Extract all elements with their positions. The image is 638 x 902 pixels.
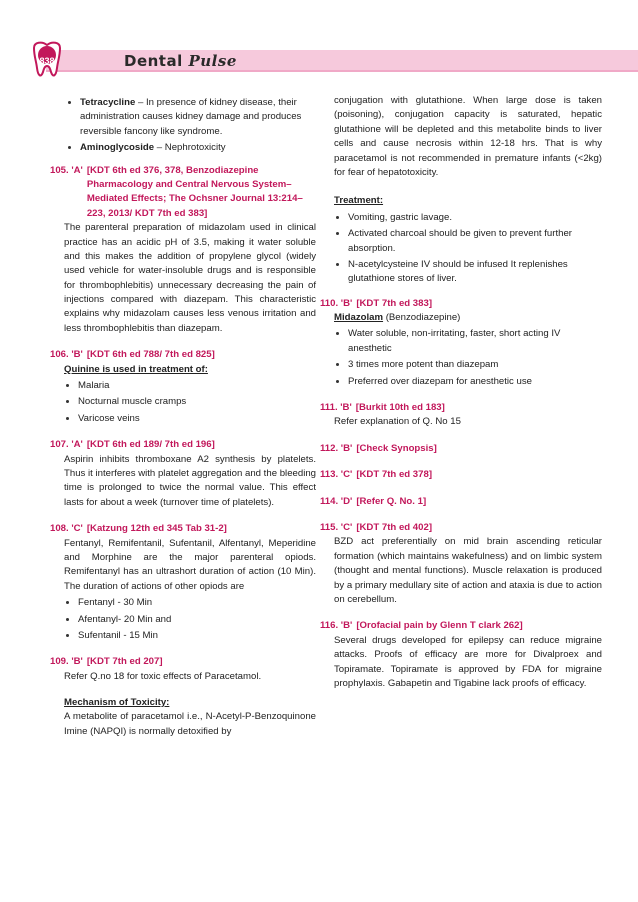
- midazolam-features-list: [320, 327, 602, 389]
- list-item: • Vomiting, gastric lavage.: [348, 211, 602, 225]
- question-number: 116. 'B': [320, 620, 353, 632]
- brand-word-pulse: Pulse: [188, 52, 237, 70]
- question-number: 115. 'C': [320, 521, 353, 533]
- question-109: [50, 655, 316, 739]
- answer-text: Refer Q.no 18 for toxic effects of Paracetamol.: [64, 670, 262, 682]
- right-column: [320, 94, 602, 703]
- list-item: • N-acetylcysteine IV should be infused It replenishes glutathione stores of liver.: [348, 258, 602, 287]
- question-112: [320, 442, 602, 456]
- question-number: 106. 'B': [50, 349, 83, 361]
- answer-text: Aspirin inhibits thromboxane A2 synthesis by platelets. Thus it interferes with platelet aggregation and the bleeding time is prolonged to twice the normal value. This effect lasts for about a week (turnover time of platelets).: [64, 453, 316, 508]
- list-item: • Sufentanil - 15 Min: [78, 629, 316, 643]
- reference: [KDT 6th ed 189/ 7th ed 196]: [86, 439, 215, 451]
- brand-title: [124, 50, 237, 73]
- continued-text: conjugation with glutathione. When large dose is taken (poisoning), conjugation capacity is saturated, hepatic glutathione will be depleted and this metabolite binds to liver cells and cause necrosis within 12-18 hrs. That is why paracetamol is not recommended in premature infants (<2kg) for fear of hepatotoxicity.: [334, 95, 602, 178]
- reference: [Burkit 10th ed 183]: [355, 402, 445, 414]
- question-106: [50, 348, 316, 426]
- list-item: • Afentanyl- 20 Min and: [78, 613, 316, 627]
- question-107: [50, 438, 316, 510]
- section-heading: Mechanism of Toxicity:: [64, 697, 170, 709]
- answer-text: Fentanyl, Remifentanil, Sufentanil, Alfentanyl, Meperidine and Morphine are the major parenteral opiods. Remifentanyl has an ultrashort duration of action (10 Min). The duration of actions of other opiods are: [64, 537, 316, 592]
- answer-text: Refer explanation of Q. No 15: [334, 416, 461, 428]
- list-item: • Malaria: [78, 379, 316, 393]
- list-item: • Fentanyl - 30 Min: [78, 596, 316, 610]
- kidney-drug-list: [50, 96, 316, 156]
- opioid-duration-list: [50, 596, 316, 643]
- treatment-list: [320, 211, 602, 287]
- list-item: • Aminoglycoside – Nephrotoxicity: [80, 141, 316, 155]
- list-item: • Tetracycline – In presence of kidney disease, their administration causes kidney damage and produces reversible fancony like syndrome.: [80, 96, 316, 139]
- left-column: [50, 94, 316, 751]
- question-number: 110. 'B': [320, 297, 353, 309]
- question-number: 112. 'B': [320, 442, 353, 454]
- drug-line: Midazolam (Benzodiazepine): [334, 312, 461, 324]
- reference: [KDT 6th ed 788/ 7th ed 825]: [86, 349, 215, 361]
- list-item: • Varicose veins: [78, 412, 316, 426]
- question-108: [50, 522, 316, 643]
- reference: [Refer Q. No. 1]: [356, 495, 427, 507]
- quinine-uses-list: [50, 379, 316, 426]
- page-number: 838: [39, 56, 55, 66]
- question-116: [320, 619, 602, 691]
- question-number: 111. 'B': [320, 402, 352, 414]
- reference: [KDT 6th ed 376, 378, Benzodiazepine Pharmacology and Central Nervous System–Mediated Effects; The Ochsner Journal 13:214–223, 2013/ KDT 7th ed 383]: [86, 164, 303, 219]
- list-item: • 3 times more potent than diazepam: [348, 358, 602, 372]
- list-item: • Water soluble, non-irritating, faster, short acting IV anesthetic: [348, 327, 602, 356]
- reference: [KDT 7th ed 378]: [356, 469, 433, 481]
- reference: [KDT 7th ed 383]: [356, 297, 433, 309]
- question-number: 114. 'D': [320, 495, 353, 507]
- question-111: [320, 401, 602, 430]
- answer-text: The parenteral preparation of midazolam used in clinical practice has an acidic pH of 3.5, making it water soluble and this makes the addition of propylene glycol (widely used vehicle for water-insoluble drugs and is responsible for thrombophlebitis) unnecessary decreasing the pain of injections compared with diazepam. This characteristic explains why midazolam causes less venous irritation and less thrombophlebitis than diazepam.: [64, 222, 316, 334]
- reference: [KDT 7th ed 402]: [356, 521, 433, 533]
- brand-word-dental: Dental: [124, 52, 183, 70]
- reference: [Orofacial pain by Glenn T clark 262]: [356, 620, 523, 632]
- reference: [Katzung 12th ed 345 Tab 31-2]: [86, 523, 227, 535]
- list-item: • Preferred over diazepam for anesthetic use: [348, 375, 602, 389]
- question-number: 113. 'C': [320, 469, 353, 481]
- section-heading: Quinine is used in treatment of:: [64, 363, 208, 375]
- question-number: 109. 'B': [50, 656, 83, 668]
- question-114: [320, 495, 602, 509]
- question-105: [50, 164, 316, 337]
- question-number: 105. 'A': [50, 164, 83, 176]
- question-115: [320, 521, 602, 607]
- answer-text: A metabolite of paracetamol i.e., N-Acetyl-P-Benzoquinone Imine (NAPQI) is normally detoxified by: [64, 711, 316, 737]
- section-heading: Treatment:: [334, 195, 384, 207]
- question-113: [320, 468, 602, 482]
- question-number: 107. 'A': [50, 439, 83, 451]
- list-item: • Nocturnal muscle cramps: [78, 395, 316, 409]
- answer-text: BZD act preferentially on mid brain ascending reticular formation (which maintains wakefulness) and on limbic system (thought and mental functions). Muscle relaxation is produced by a primary medullary site of action and ataxia is due to action on cerebellum.: [334, 536, 602, 605]
- answer-text: Several drugs developed for epilepsy can reduce migraine attacks. Proofs of efficacy are more for Divalproex and Topiramate. Topiramate is approved by FDA for migraine prophylaxis. Gabapetin and Tigabine lack proofs of efficacy.: [334, 634, 602, 689]
- list-item: • Activated charcoal should be given to prevent further absorption.: [348, 227, 602, 256]
- question-110: [320, 297, 602, 389]
- question-number: 108. 'C': [50, 523, 83, 535]
- reference: [Check Synopsis]: [356, 442, 437, 454]
- reference: [KDT 7th ed 207]: [86, 656, 163, 668]
